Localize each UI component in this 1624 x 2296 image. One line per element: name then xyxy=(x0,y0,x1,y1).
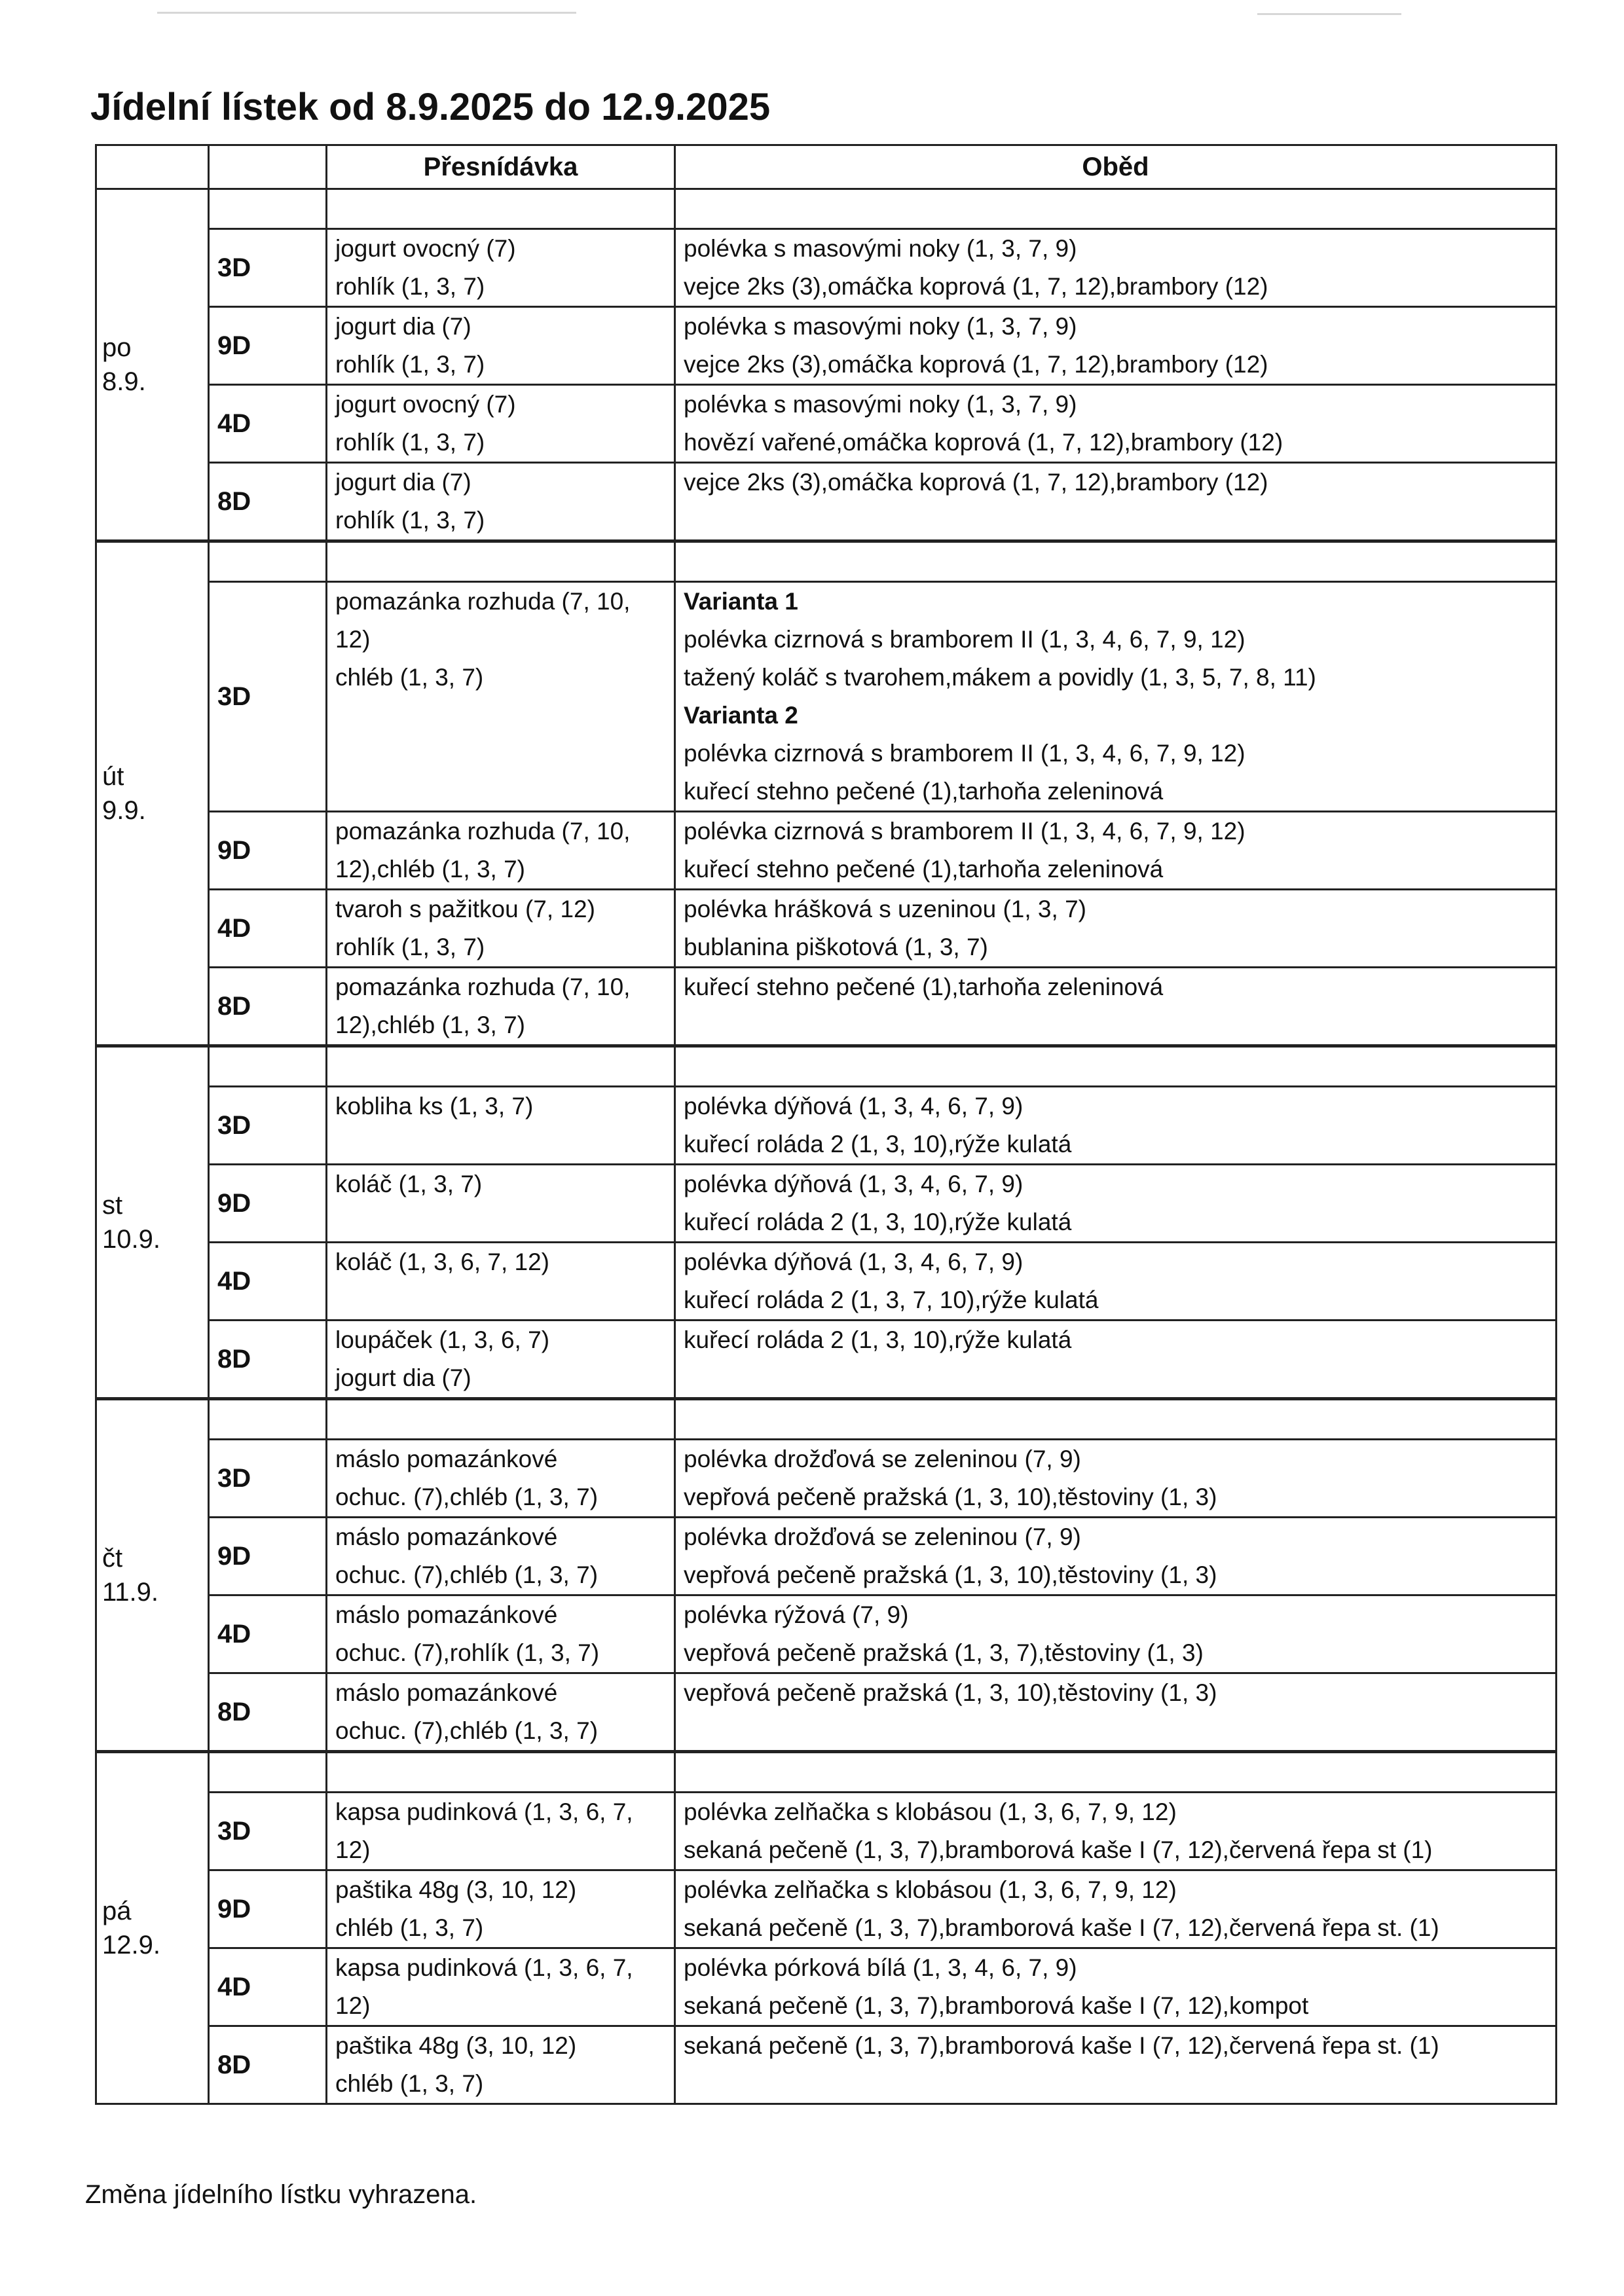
lunch-line: polévka cizrnová s bramborem II (1, 3, 4, 6, 7, 9, 12) xyxy=(684,740,1246,767)
lunch-cell xyxy=(675,812,1557,890)
lunch-line: sekaná pečeně (1, 3, 7),bramborová kaše I (7, 12),červená řepa st. (1) xyxy=(684,1914,1439,1941)
snack-cell: paštika 48g (3, 10, 12) chléb (1, 3, 7) xyxy=(327,2026,675,2104)
lunch-cell xyxy=(675,1518,1557,1595)
snack-cell: koláč (1, 3, 7) xyxy=(327,1165,675,1243)
table-row xyxy=(96,1165,1557,1243)
lunch-line: kuřecí roláda 2 (1, 3, 10),rýže kulatá xyxy=(684,1131,1072,1157)
lunch-line: polévka pórková bílá (1, 3, 4, 6, 7, 9) xyxy=(684,1954,1077,1981)
lunch-cell xyxy=(675,890,1557,968)
class-label: 9D xyxy=(209,307,327,385)
class-label: 8D xyxy=(209,1673,327,1752)
class-label: 3D xyxy=(209,229,327,307)
class-label: 8D xyxy=(209,463,327,541)
lunch-cell xyxy=(675,1243,1557,1321)
table-row xyxy=(96,229,1557,307)
snack-cell: koláč (1, 3, 6, 7, 12) xyxy=(327,1243,675,1321)
lunch-line: sekaná pečeně (1, 3, 7),bramborová kaše I (7, 12),červená řepa st. (1) xyxy=(684,2032,1439,2059)
lunch-cell xyxy=(675,463,1557,541)
class-label: 4D xyxy=(209,890,327,968)
lunch-line: kuřecí roláda 2 (1, 3, 10),rýže kulatá xyxy=(684,1209,1072,1235)
lunch-line: polévka drožďová se zeleninou (7, 9) xyxy=(684,1446,1081,1472)
lunch-cell xyxy=(675,229,1557,307)
day-label: po 8.9. xyxy=(96,189,209,541)
spacer-cell xyxy=(327,1752,675,1793)
snack-cell: pomazánka rozhuda (7, 10, 12) chléb (1, 3, 7) xyxy=(327,582,675,812)
class-label: 3D xyxy=(209,582,327,812)
class-label: 8D xyxy=(209,2026,327,2104)
lunch-line: polévka dýňová (1, 3, 4, 6, 7, 9) xyxy=(684,1171,1024,1197)
lunch-line: tažený koláč s tvarohem,mákem a povidly (1, 3, 5, 7, 8, 11) xyxy=(684,664,1316,691)
lunch-cell xyxy=(675,1321,1557,1399)
snack-cell: jogurt dia (7) rohlík (1, 3, 7) xyxy=(327,463,675,541)
lunch-cell xyxy=(675,307,1557,385)
table-row xyxy=(96,1948,1557,2026)
spacer-cell xyxy=(209,1752,327,1793)
lunch-line: vejce 2ks (3),omáčka koprová (1, 7, 12),brambory (12) xyxy=(684,273,1268,300)
class-label: 9D xyxy=(209,812,327,890)
lunch-cell xyxy=(675,1440,1557,1518)
table-row xyxy=(96,1673,1557,1752)
lunch-line: polévka dýňová (1, 3, 4, 6, 7, 9) xyxy=(684,1093,1024,1120)
lunch-line: Varianta 1 xyxy=(684,588,798,615)
class-label: 4D xyxy=(209,1948,327,2026)
lunch-cell xyxy=(675,1673,1557,1752)
lunch-line: polévka hrášková s uzeninou (1, 3, 7) xyxy=(684,896,1086,922)
snack-cell: kobliha ks (1, 3, 7) xyxy=(327,1087,675,1165)
lunch-line: polévka rýžová (7, 9) xyxy=(684,1601,909,1628)
snack-cell: kapsa pudinková (1, 3, 6, 7, 12) xyxy=(327,1948,675,2026)
day-spacer-row xyxy=(96,189,1557,229)
day-spacer-row xyxy=(96,541,1557,582)
header-snack: Přesnídávka xyxy=(327,145,675,189)
lunch-line: polévka cizrnová s bramborem II (1, 3, 4, 6, 7, 9, 12) xyxy=(684,626,1246,653)
lunch-line: kuřecí stehno pečené (1),tarhoňa zeleninová xyxy=(684,856,1164,883)
spacer-cell xyxy=(209,1399,327,1440)
snack-cell: máslo pomazánkové ochuc. (7),chléb (1, 3, 7) xyxy=(327,1440,675,1518)
lunch-line: polévka dýňová (1, 3, 4, 6, 7, 9) xyxy=(684,1248,1024,1275)
class-label: 9D xyxy=(209,1165,327,1243)
header-lunch: Oběd xyxy=(675,145,1557,189)
table-row xyxy=(96,968,1557,1046)
table-row xyxy=(96,1870,1557,1948)
lunch-line: polévka drožďová se zeleninou (7, 9) xyxy=(684,1523,1081,1550)
lunch-cell xyxy=(675,2026,1557,2104)
lunch-line: kuřecí stehno pečené (1),tarhoňa zeleninová xyxy=(684,974,1164,1000)
spacer-cell xyxy=(209,189,327,229)
lunch-line: kuřecí roláda 2 (1, 3, 10),rýže kulatá xyxy=(684,1326,1072,1353)
table-row xyxy=(96,1518,1557,1595)
snack-cell: kapsa pudinková (1, 3, 6, 7, 12) xyxy=(327,1793,675,1870)
lunch-line: vejce 2ks (3),omáčka koprová (1, 7, 12),brambory (12) xyxy=(684,351,1268,378)
spacer-cell xyxy=(675,541,1557,582)
header-class xyxy=(209,145,327,189)
header-day xyxy=(96,145,209,189)
spacer-cell xyxy=(675,1046,1557,1087)
spacer-cell xyxy=(675,189,1557,229)
spacer-cell xyxy=(327,189,675,229)
lunch-line: Varianta 2 xyxy=(684,702,798,729)
snack-cell: tvaroh s pažitkou (7, 12) rohlík (1, 3, 7) xyxy=(327,890,675,968)
menu-table xyxy=(95,144,1557,2105)
class-label: 3D xyxy=(209,1793,327,1870)
table-row xyxy=(96,307,1557,385)
menu-body xyxy=(96,189,1557,2104)
header-row xyxy=(96,145,1557,189)
lunch-line: polévka s masovými noky (1, 3, 7, 9) xyxy=(684,391,1077,418)
table-row xyxy=(96,385,1557,463)
spacer-cell xyxy=(327,1046,675,1087)
lunch-line: kuřecí roláda 2 (1, 3, 7, 10),rýže kulatá xyxy=(684,1286,1099,1313)
class-label: 9D xyxy=(209,1870,327,1948)
snack-cell: máslo pomazánkové ochuc. (7),chléb (1, 3, 7) xyxy=(327,1673,675,1752)
day-label: st 10.9. xyxy=(96,1046,209,1399)
snack-cell: máslo pomazánkové ochuc. (7),rohlík (1, 3, 7) xyxy=(327,1595,675,1673)
spacer-cell xyxy=(675,1399,1557,1440)
lunch-cell xyxy=(675,582,1557,812)
day-spacer-row xyxy=(96,1399,1557,1440)
spacer-cell xyxy=(209,541,327,582)
class-label: 9D xyxy=(209,1518,327,1595)
spacer-cell xyxy=(675,1752,1557,1793)
lunch-line: polévka s masovými noky (1, 3, 7, 9) xyxy=(684,235,1077,262)
lunch-line: kuřecí stehno pečené (1),tarhoňa zeleninová xyxy=(684,778,1164,805)
snack-cell: jogurt dia (7) rohlík (1, 3, 7) xyxy=(327,307,675,385)
spacer-cell xyxy=(209,1046,327,1087)
class-label: 3D xyxy=(209,1440,327,1518)
lunch-cell xyxy=(675,1793,1557,1870)
class-label: 8D xyxy=(209,1321,327,1399)
footer-note: Změna jídelního lístku vyhrazena. xyxy=(85,2180,477,2209)
table-row xyxy=(96,1243,1557,1321)
snack-cell: pomazánka rozhuda (7, 10, 12),chléb (1, 3, 7) xyxy=(327,968,675,1046)
spacer-cell xyxy=(327,1399,675,1440)
lunch-line: hovězí vařené,omáčka koprová (1, 7, 12),brambory (12) xyxy=(684,429,1283,456)
lunch-line: vepřová pečeně pražská (1, 3, 10),těstoviny (1, 3) xyxy=(684,1484,1217,1510)
class-label: 4D xyxy=(209,1595,327,1673)
day-spacer-row xyxy=(96,1046,1557,1087)
scan-artifact xyxy=(157,12,576,14)
class-label: 4D xyxy=(209,385,327,463)
table-row xyxy=(96,463,1557,541)
lunch-cell xyxy=(675,385,1557,463)
lunch-line: polévka cizrnová s bramborem II (1, 3, 4, 6, 7, 9, 12) xyxy=(684,818,1246,845)
lunch-line: polévka zelňačka s klobásou (1, 3, 6, 7, 9, 12) xyxy=(684,1876,1177,1903)
snack-cell: pomazánka rozhuda (7, 10, 12),chléb (1, 3, 7) xyxy=(327,812,675,890)
snack-cell: paštika 48g (3, 10, 12) chléb (1, 3, 7) xyxy=(327,1870,675,1948)
lunch-cell xyxy=(675,1087,1557,1165)
table-row xyxy=(96,1321,1557,1399)
table-row xyxy=(96,1440,1557,1518)
table-row xyxy=(96,582,1557,812)
day-label: pá 12.9. xyxy=(96,1752,209,2104)
table-row xyxy=(96,2026,1557,2104)
class-label: 4D xyxy=(209,1243,327,1321)
scan-artifact xyxy=(1257,13,1401,15)
lunch-cell xyxy=(675,1870,1557,1948)
lunch-cell xyxy=(675,968,1557,1046)
lunch-line: vepřová pečeně pražská (1, 3, 10),těstoviny (1, 3) xyxy=(684,1561,1217,1588)
snack-cell: jogurt ovocný (7) rohlík (1, 3, 7) xyxy=(327,229,675,307)
table-row xyxy=(96,1087,1557,1165)
lunch-line: sekaná pečeně (1, 3, 7),bramborová kaše I (7, 12),červená řepa st (1) xyxy=(684,1836,1433,1863)
table-row xyxy=(96,1793,1557,1870)
table-row xyxy=(96,1595,1557,1673)
snack-cell: máslo pomazánkové ochuc. (7),chléb (1, 3, 7) xyxy=(327,1518,675,1595)
lunch-line: sekaná pečeně (1, 3, 7),bramborová kaše I (7, 12),kompot xyxy=(684,1992,1309,2019)
lunch-line: vejce 2ks (3),omáčka koprová (1, 7, 12),brambory (12) xyxy=(684,469,1268,496)
lunch-line: polévka s masovými noky (1, 3, 7, 9) xyxy=(684,313,1077,340)
day-spacer-row xyxy=(96,1752,1557,1793)
lunch-line: bublanina piškotová (1, 3, 7) xyxy=(684,934,988,960)
table-row xyxy=(96,890,1557,968)
spacer-cell xyxy=(327,541,675,582)
class-label: 3D xyxy=(209,1087,327,1165)
page-title: Jídelní lístek od 8.9.2025 do 12.9.2025 xyxy=(90,86,771,128)
lunch-line: vepřová pečeně pražská (1, 3, 7),těstoviny (1, 3) xyxy=(684,1639,1204,1666)
lunch-cell xyxy=(675,1165,1557,1243)
lunch-line: polévka zelňačka s klobásou (1, 3, 6, 7, 9, 12) xyxy=(684,1798,1177,1825)
lunch-cell xyxy=(675,1948,1557,2026)
class-label: 8D xyxy=(209,968,327,1046)
snack-cell: loupáček (1, 3, 6, 7) jogurt dia (7) xyxy=(327,1321,675,1399)
day-label: čt 11.9. xyxy=(96,1399,209,1752)
snack-cell: jogurt ovocný (7) rohlík (1, 3, 7) xyxy=(327,385,675,463)
day-label: út 9.9. xyxy=(96,541,209,1046)
lunch-line: vepřová pečeně pražská (1, 3, 10),těstoviny (1, 3) xyxy=(684,1679,1217,1706)
table-row xyxy=(96,812,1557,890)
lunch-cell xyxy=(675,1595,1557,1673)
